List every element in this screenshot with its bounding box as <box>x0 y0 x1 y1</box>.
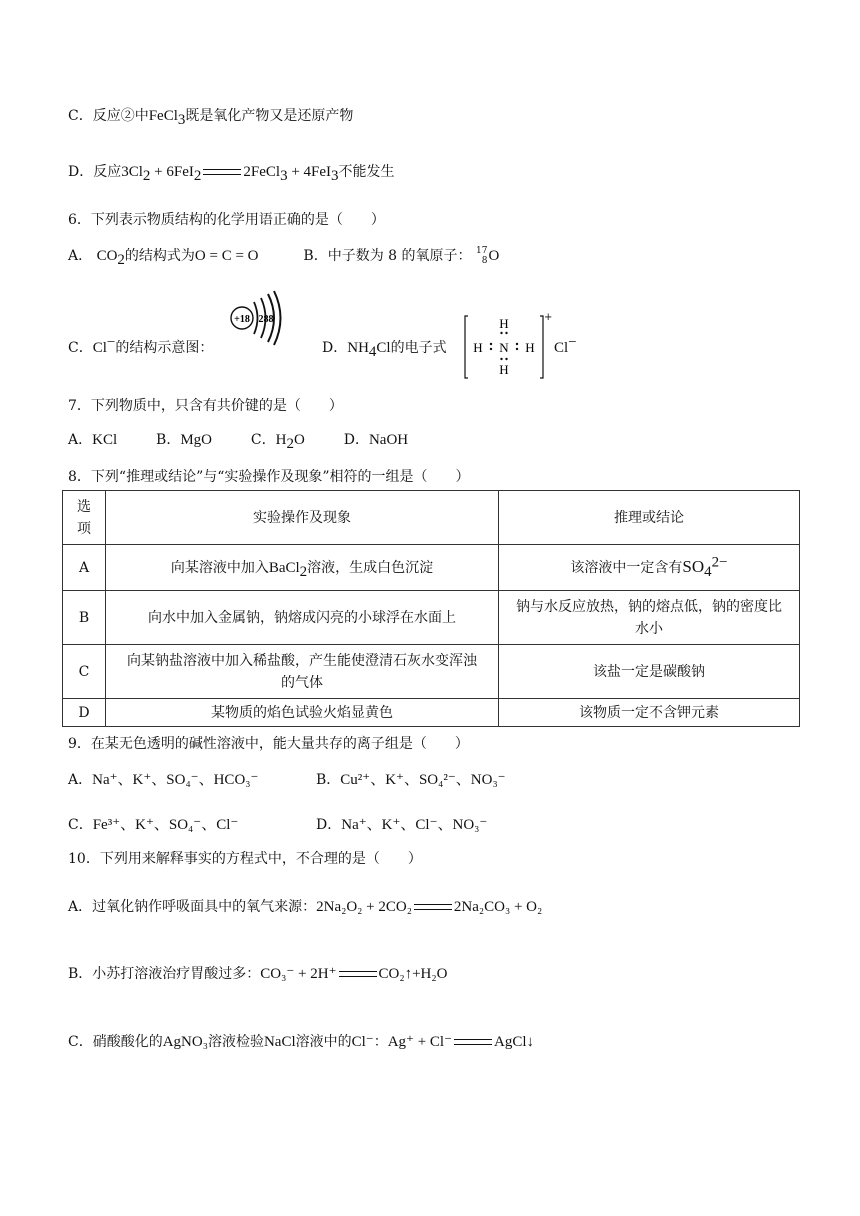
res-sup: 2− <box>711 554 728 571</box>
q10b-text: B．小苏打溶液治疗胃酸过多： <box>68 966 261 982</box>
q6d-text: 的电子式 <box>390 340 447 356</box>
q6-options-ab <box>68 246 499 266</box>
q5d-right2: + 4FeI <box>287 164 332 180</box>
equals-sign <box>203 169 241 175</box>
row-conclusion <box>499 591 800 645</box>
q5d-rest: 不能发生 <box>338 164 395 180</box>
row-option: A <box>63 545 106 591</box>
q10c-formula3: Cl⁻ <box>351 1034 374 1050</box>
q9-options-ab <box>68 770 258 790</box>
lewis-anion <box>554 334 577 358</box>
nuclide-mass: 17 <box>475 246 488 256</box>
row-operation <box>106 645 499 699</box>
q10c-left: Ag⁺ + Cl⁻ <box>387 1034 453 1050</box>
q9-option-b <box>316 770 506 790</box>
q10b-right: CO₂↑+H₂O <box>378 966 448 982</box>
lewis-anion-symbol: Cl <box>554 340 569 356</box>
res-line2: 水小 <box>635 620 663 637</box>
q5d-right2-sub: 3 <box>331 167 339 184</box>
q10-stem: 10．下列用来解释事实的方程式中，不合理的是（ ） <box>68 851 422 867</box>
q10c-formula1: AgNO₃ <box>162 1034 208 1050</box>
q8-table <box>62 490 800 727</box>
q6-stem: 6．下列表示物质结构的化学用语正确的是（ ） <box>68 212 385 228</box>
row-option: C <box>63 645 106 699</box>
op-line2: 的气体 <box>281 674 323 691</box>
q7a-value: KCl <box>92 432 118 448</box>
q9a-label: A． <box>68 772 93 788</box>
q6d-formula: NH <box>347 340 369 356</box>
row-conclusion <box>499 545 800 591</box>
q6a-formula: CO <box>96 248 118 264</box>
q5-option-c <box>68 106 353 126</box>
q10c-text3: 溶液中的 <box>295 1034 352 1050</box>
q9b-label: B． <box>316 772 341 788</box>
q10-option-a <box>68 897 542 917</box>
header-option-line2: 项 <box>77 520 91 537</box>
q5d-left-sub: 2 <box>142 167 151 184</box>
q10a-right: 2Na₂CO₃ + O₂ <box>453 899 543 915</box>
lewis-h-top: H <box>499 316 509 331</box>
q6a-sub: 2 <box>117 251 125 268</box>
row-conclusion: 该盐一定是碳酸钠 <box>499 645 800 699</box>
q5c-rest: 既是氧化产物又是还原产物 <box>185 108 354 124</box>
q7c-value2: O <box>293 432 305 448</box>
nuclide-number: 8 <box>481 256 488 266</box>
q10c-formula2: NaCl <box>263 1034 296 1050</box>
q7-options <box>68 430 408 450</box>
q9d-value: Na⁺、K⁺、Cl⁻、NO₃⁻ <box>341 817 488 833</box>
q10b-left: CO₃⁻ + 2H⁺ <box>260 966 337 982</box>
table-row <box>63 699 800 727</box>
header-operation: 实验操作及现象 <box>106 491 499 545</box>
q9d-label: D． <box>316 817 342 833</box>
q9-stem: 9．在某无色透明的碱性溶液中，能大量共存的离子组是（ ） <box>68 736 469 752</box>
q7b-label: B． <box>156 432 181 448</box>
atom-nucleus: +18 <box>234 314 250 325</box>
q6a-text: 的结构式为 <box>124 248 195 264</box>
table-row <box>63 645 800 699</box>
q10c-text1: C．硝酸酸化的 <box>68 1034 163 1050</box>
equals-sign <box>339 971 377 977</box>
q7d-label: D． <box>343 432 369 448</box>
op-line1: 向某钠盐溶液中加入稀盐酸，产生能使澄清石灰水变浑浊 <box>127 652 477 669</box>
header-conclusion: 推理或结论 <box>499 491 800 545</box>
nuclide-element: O <box>488 248 500 264</box>
q6c-ion-sup: − <box>106 334 116 351</box>
q9c-value: Fe³⁺、K⁺、SO₄⁻、Cl⁻ <box>92 817 239 833</box>
equals-sign <box>454 1039 492 1045</box>
q9c-label: C． <box>68 817 93 833</box>
q7-stem: 7．下列物质中，只含有共价键的是（ ） <box>68 398 343 414</box>
q10a-left: 2Na₂O₂ + 2CO₂ <box>316 899 412 915</box>
chloride-atom-diagram <box>228 288 288 348</box>
q5d-right-sub: 3 <box>280 167 288 184</box>
row-operation: 某物质的焰色试验火焰显黄色 <box>106 699 499 727</box>
op-text: 向某溶液中加入 <box>170 559 269 576</box>
q5d-plus-sub: 2 <box>193 167 202 184</box>
q5c-formula: FeCl <box>148 108 178 124</box>
q6d-formula2: Cl <box>376 340 391 356</box>
q6d-sub: 4 <box>368 343 377 360</box>
q6a-label: A． <box>68 248 93 264</box>
q10c-text4: ： <box>373 1034 388 1050</box>
row-conclusion: 该物质一定不含钾元素 <box>499 699 800 727</box>
q9-option-c <box>68 815 238 835</box>
q10a-text: A．过氧化钠作呼吸面具中的氧气来源： <box>68 899 317 915</box>
q10c-text2: 溶液检验 <box>207 1034 264 1050</box>
q6c-label: C． <box>68 340 93 356</box>
q7a-label: A． <box>68 432 93 448</box>
q7b-value: MgO <box>180 432 213 448</box>
q5d-left: 3Cl <box>121 164 143 180</box>
equals-sign <box>414 904 452 910</box>
q6d-label: D． <box>322 340 348 356</box>
lewis-anion-sup: − <box>568 334 577 351</box>
q5c-label: C．反应②中 <box>68 108 149 124</box>
q6-option-c <box>68 334 214 358</box>
table-row <box>63 545 800 591</box>
table-header-row <box>63 491 800 545</box>
row-operation: 向水中加入金属钠，钠熔成闪亮的小球浮在水面上 <box>106 591 499 645</box>
lewis-n: N <box>499 340 509 355</box>
q5d-plus: + 6FeI <box>150 164 194 180</box>
lewis-charge: + <box>544 312 553 323</box>
q7c-value: H <box>275 432 287 448</box>
lewis-h-right: H <box>525 340 535 355</box>
q5-option-d <box>68 162 395 182</box>
q10c-right: AgCl↓ <box>494 1034 535 1050</box>
lewis-h-bottom: H <box>499 362 509 377</box>
q7d-value: NaOH <box>368 432 409 448</box>
q10-option-c <box>68 1032 534 1052</box>
row-option: B <box>63 591 106 645</box>
q6a-struct: O = C = O <box>194 248 259 264</box>
res-text: 该溶液中一定含有 <box>570 560 683 576</box>
q7c-label: C． <box>250 432 276 448</box>
q9a-value: Na⁺、K⁺、SO₄⁻、HCO₃⁻ <box>92 772 259 788</box>
q10-option-b <box>68 964 447 984</box>
q6c-ion: Cl <box>92 340 107 356</box>
lewis-h-left: H <box>473 340 483 355</box>
res-sub: 4 <box>704 563 712 580</box>
q6b-label: B．中子数为 8 的氧原子： <box>303 248 472 264</box>
row-operation <box>106 545 499 591</box>
nuclide-symbol <box>476 246 499 266</box>
q7c-sub: 2 <box>286 435 294 452</box>
q5d-label: D．反应 <box>68 164 122 180</box>
q5d-right: 2FeCl <box>243 164 281 180</box>
op-formula: BaCl <box>268 559 300 576</box>
op-text2: 溶液，生成白色沉淀 <box>307 559 434 576</box>
header-option-line1: 选 <box>77 498 91 515</box>
q6c-text: 的结构示意图： <box>115 340 214 356</box>
row-option: D <box>63 699 106 727</box>
q9b-value: Cu²⁺、K⁺、SO₄²⁻、NO₃⁻ <box>340 772 506 788</box>
table-row <box>63 591 800 645</box>
res-line1: 钠与水反应放热，钠的熔点低，钠的密度比 <box>516 598 782 615</box>
atom-shells: 288 <box>258 314 274 325</box>
op-sub: 2 <box>299 563 308 580</box>
q9-option-d <box>316 815 487 835</box>
q6-option-d <box>322 338 447 358</box>
res-formula: SO <box>682 557 705 576</box>
ammonium-electron-formula <box>464 314 544 380</box>
q5c-sub: 3 <box>177 111 186 128</box>
q8-stem: 8．下列“推理或结论”与“实验操作及现象”相符的一组是（ ） <box>68 469 470 485</box>
header-option <box>63 491 106 545</box>
